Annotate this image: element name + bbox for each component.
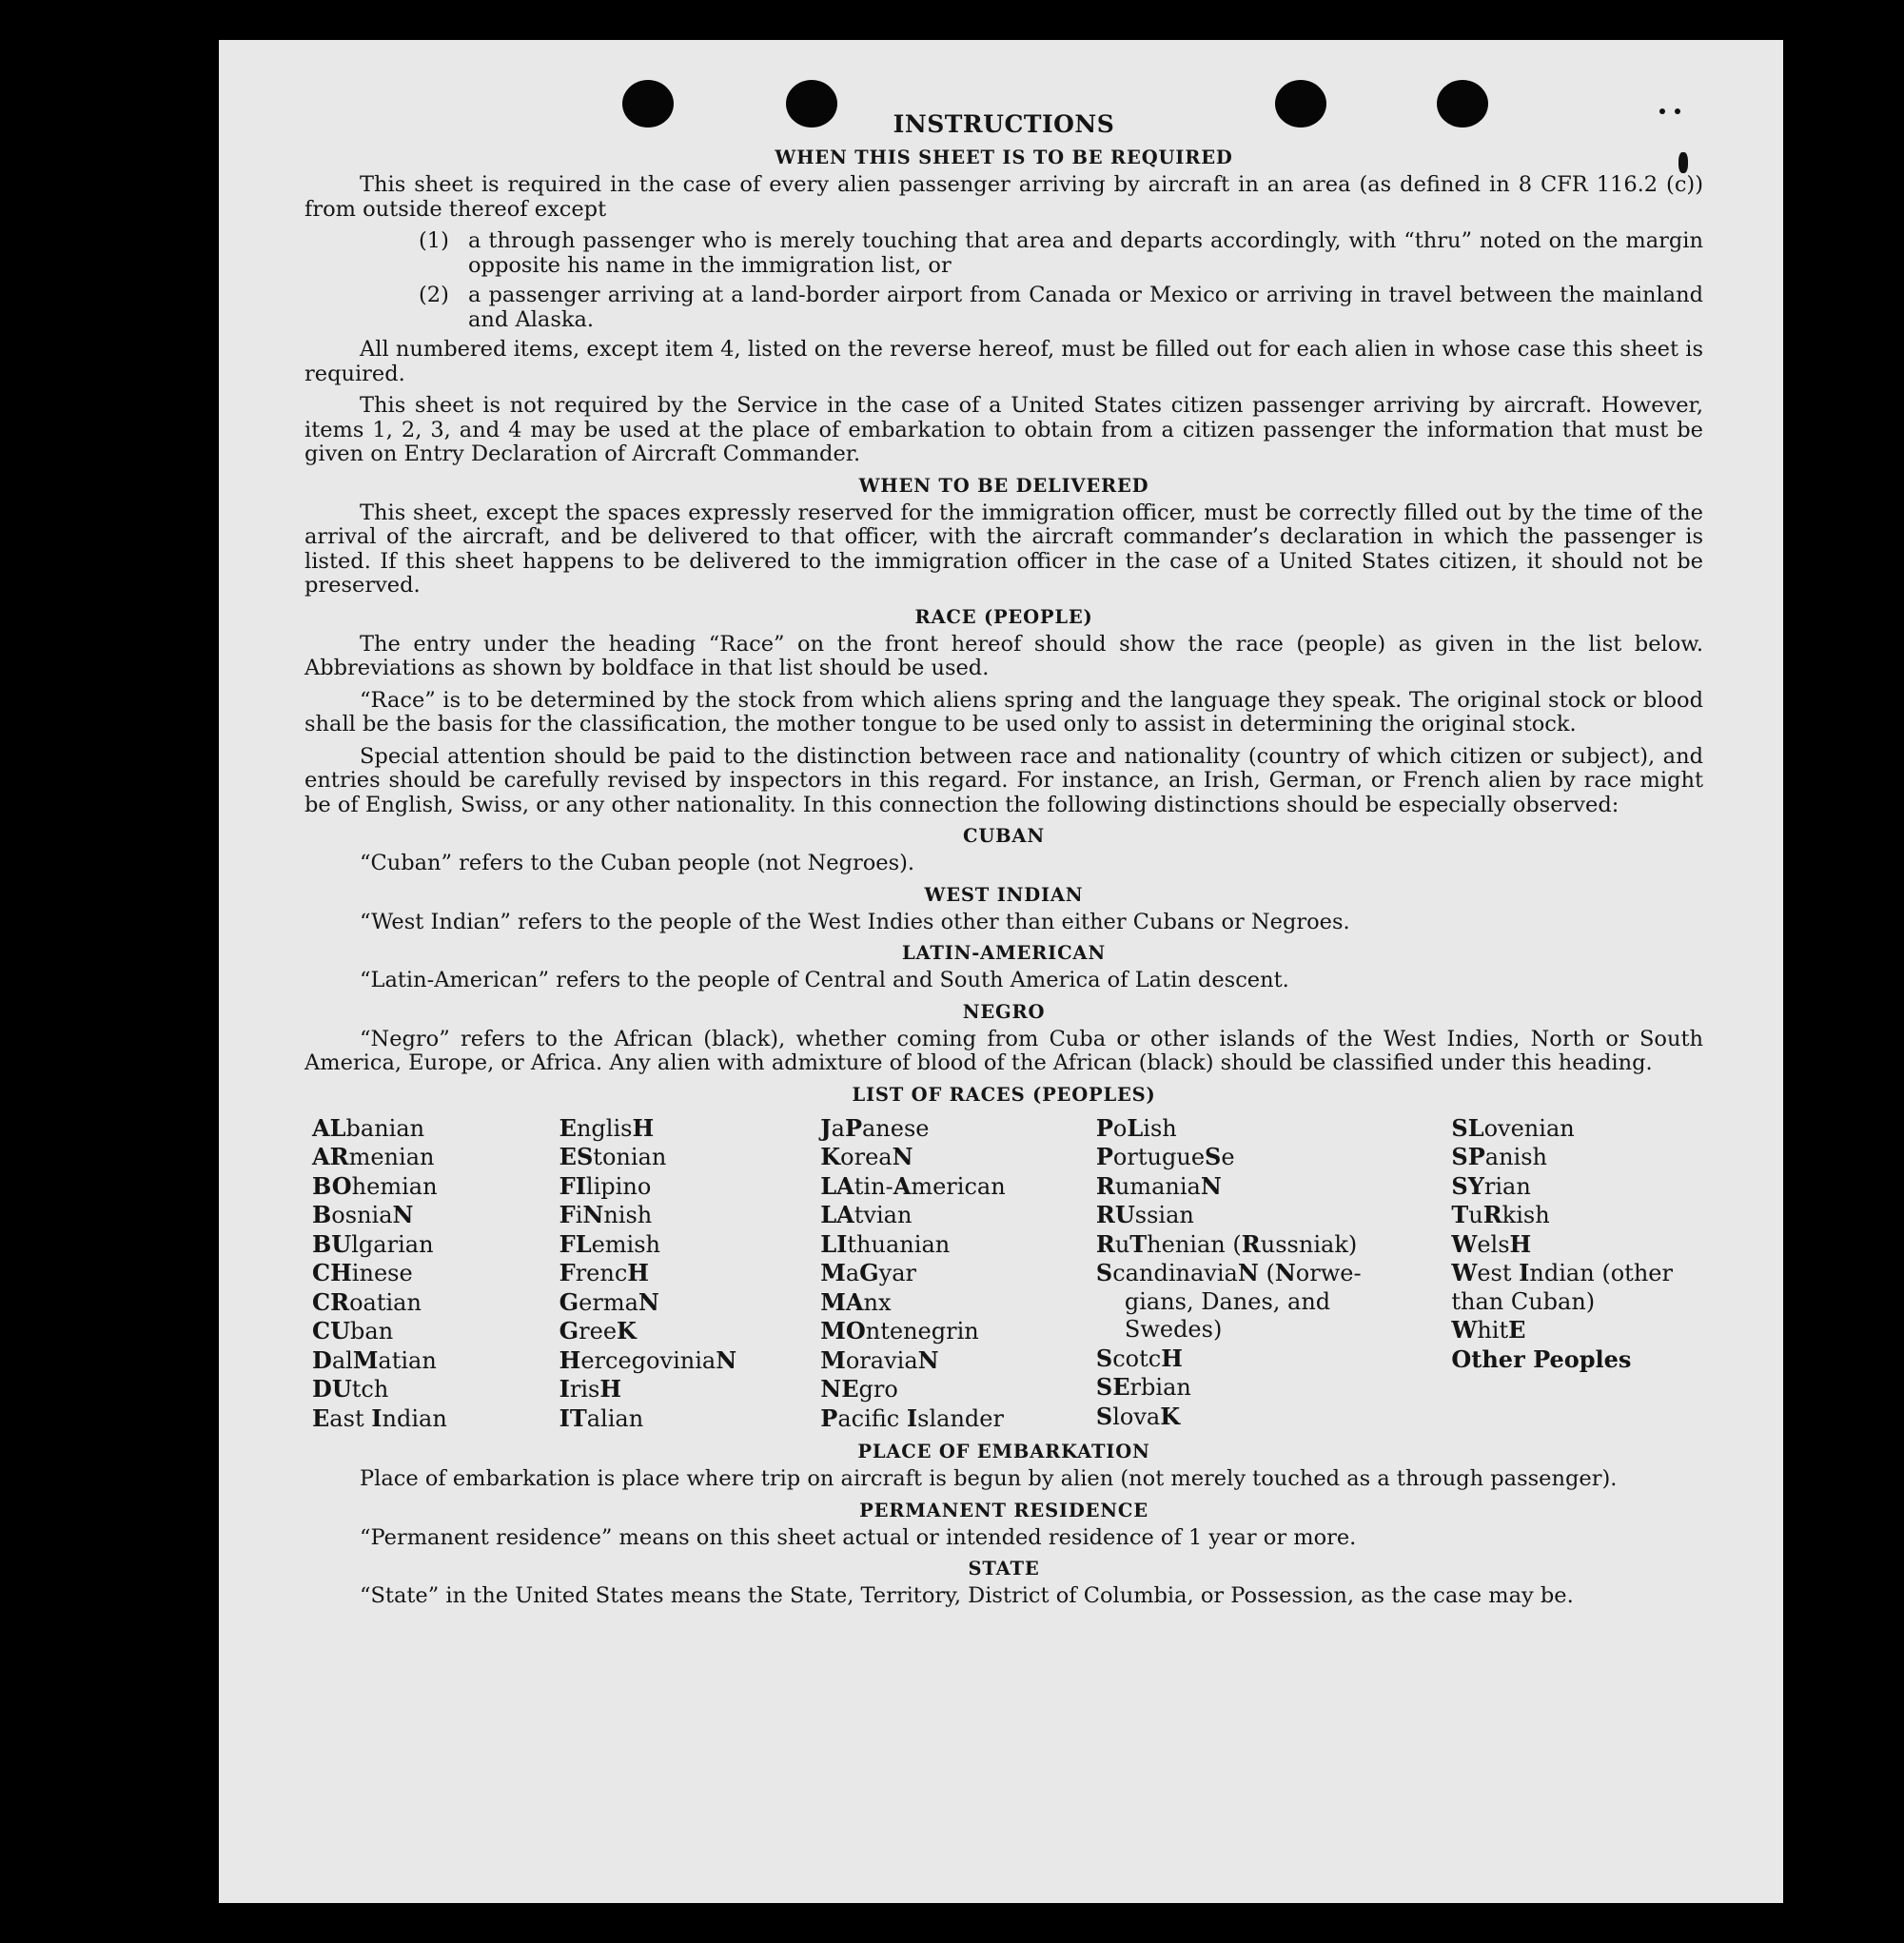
race-entry: SErbian bbox=[1095, 1373, 1191, 1401]
section-heading: PLACE OF EMBARKATION bbox=[857, 1441, 1150, 1462]
paragraph: “State” in the United States means the State, Territory, District of Columbia, or Possession, as the case may be. bbox=[360, 1583, 1574, 1608]
race-entry: IrisH bbox=[559, 1375, 622, 1403]
race-entry: East Indian bbox=[312, 1403, 447, 1432]
section-heading: LATIN-AMERICAN bbox=[902, 942, 1106, 964]
section-heading: WHEN THIS SHEET IS TO BE REQUIRED bbox=[775, 147, 1233, 168]
race-entry: FLemish bbox=[559, 1229, 661, 1258]
race-entry: MAnx bbox=[820, 1287, 892, 1316]
race-entry: EStonian bbox=[559, 1143, 667, 1170]
race-entry: SlovaK bbox=[1095, 1402, 1181, 1430]
item-number: (2) bbox=[419, 283, 449, 307]
paragraph: “Cuban” refers to the Cuban people (not Negroes). bbox=[360, 851, 915, 875]
race-entry: ARmenian bbox=[312, 1143, 435, 1170]
race-entry: GreeK bbox=[559, 1317, 637, 1344]
race-entry: FrencH bbox=[559, 1259, 649, 1286]
section-heading: RACE (PEOPLE) bbox=[914, 605, 1093, 628]
race-entry: MOntenegrin bbox=[820, 1317, 979, 1344]
paragraph: Special attention should be paid to the distinction between race and nationality (country of which citizen or subject), and entries should be carefully revised by inspectors in this regard. For instance, an Irish, German, or French alien by race might be of English, Swiss, or any other nationality. In this connection the following distinctions should be especially observed: bbox=[304, 743, 1703, 817]
race-entry: HercegoviniaN bbox=[559, 1345, 737, 1374]
section-heading: NEGRO bbox=[962, 1000, 1046, 1023]
race-entry: FIlipino bbox=[559, 1171, 652, 1200]
race-entry: ScotcH bbox=[1095, 1344, 1183, 1372]
race-entry bbox=[1451, 1259, 1703, 1316]
paragraph: The entry under the heading “Race” on the front hereof should show the race (people) as given in the list below. Abbreviations as shown by boldface in that list should be used. bbox=[304, 631, 1703, 680]
race-entry: CUban bbox=[312, 1317, 394, 1344]
race-entry: SPanish bbox=[1451, 1143, 1548, 1170]
race-entry: CRoatian bbox=[312, 1287, 422, 1316]
race-entry-line: ScandinaviaN (Norwe- bbox=[1095, 1259, 1362, 1286]
race-entry: PoLish bbox=[1095, 1113, 1177, 1142]
section-heading: WHEN TO BE DELIVERED bbox=[858, 474, 1149, 497]
race-entry: RUssian bbox=[1095, 1201, 1194, 1228]
paragraph: “Negro” refers to the African (black), whether coming from Cuba or other islands of the West Indies, North or South America, Europe, or Africa. Any alien with admixture of blood of the African (black) should be classified under this heading. bbox=[304, 1026, 1703, 1075]
race-entry-line: than Cuban) bbox=[1451, 1287, 1596, 1315]
race-entry: SLovenian bbox=[1451, 1113, 1575, 1142]
race-entry: NEgro bbox=[820, 1375, 898, 1403]
race-entry: RuThenian (Russniak) bbox=[1095, 1229, 1358, 1258]
race-entry: RumaniaN bbox=[1095, 1171, 1222, 1200]
paragraph: “Permanent residence” means on this sheet actual or intended residence of 1 year or more. bbox=[360, 1524, 1357, 1550]
race-entry: SYrian bbox=[1451, 1171, 1531, 1200]
race-column bbox=[820, 1114, 1096, 1434]
list-item bbox=[419, 229, 1703, 278]
race-entry: WelsH bbox=[1451, 1229, 1532, 1258]
race-entry: EnglisH bbox=[559, 1113, 655, 1142]
race-entry: ITalian bbox=[559, 1403, 644, 1432]
race-column bbox=[559, 1114, 821, 1434]
race-entry: CHinese bbox=[312, 1259, 413, 1286]
race-entry: JaPanese bbox=[820, 1113, 930, 1142]
race-entry: BosniaN bbox=[312, 1201, 414, 1228]
paragraph: All numbered items, except item 4, listed on the reverse hereof, must be filled out for each alien in whose case this sheet is required. bbox=[304, 337, 1703, 386]
race-entry: MaGyar bbox=[820, 1259, 917, 1286]
item-text: a through passenger who is merely touching that area and departs accordingly, with “thru” noted on the margin opposite his name in the immigration list, or bbox=[468, 228, 1703, 278]
section-heading: CUBAN bbox=[963, 825, 1045, 847]
race-entry: ALbanian bbox=[312, 1113, 425, 1142]
item-number: (1) bbox=[419, 228, 449, 253]
list-item bbox=[419, 284, 1703, 332]
race-entry: Other Peoples bbox=[1451, 1344, 1632, 1373]
section-heading: WEST INDIAN bbox=[924, 883, 1084, 906]
section-heading: PERMANENT RESIDENCE bbox=[859, 1499, 1148, 1521]
race-entry: Pacifc Islander bbox=[820, 1403, 1004, 1432]
race-entry: MoraviaN bbox=[820, 1345, 939, 1374]
race-entry: PortugueSe bbox=[1095, 1143, 1235, 1170]
race-entry: LAtvian bbox=[820, 1201, 913, 1228]
race-entry: BUlgarian bbox=[312, 1229, 434, 1258]
race-entry: TuRkish bbox=[1451, 1201, 1550, 1228]
item-text: a passenger arriving at a land-border airport from Canada or Mexico or arriving in travel between the mainland and Alaska. bbox=[468, 283, 1703, 332]
paragraph: “Race” is to be determined by the stock from which aliens spring and the language they speak. The original stock or blood shall be the basis for the classification, the mother tongue to be used only to assist in determining the original stock. bbox=[304, 687, 1703, 736]
race-entry bbox=[1096, 1259, 1451, 1344]
race-entry: LIthuanian bbox=[820, 1229, 951, 1258]
race-list bbox=[312, 1114, 1703, 1434]
race-entry-line: Swedes) bbox=[1124, 1316, 1223, 1343]
section-heading: STATE bbox=[968, 1558, 1040, 1580]
section-heading: LIST OF RACES (PEOPLES) bbox=[852, 1083, 1156, 1106]
race-entry: BOhemian bbox=[312, 1171, 438, 1200]
race-column bbox=[312, 1114, 559, 1434]
paragraph: This sheet, except the spaces expressly reserved for the immigration officer, must be correctly filled out by the time of the arrival of the aircraft, and be delivered to that officer, with the aircraft commander’s declaration in which the passenger is listed. If this sheet happens to be delivered to the immigration officer in the case of a United States citizen, it should not be preserved. bbox=[304, 500, 1703, 598]
race-entry: FiNnish bbox=[559, 1201, 653, 1228]
paragraph: This sheet is not required by the Service in the case of a United States citizen passenger arriving by aircraft. However, items 1, 2, 3, and 4 may be used at the place of embarkation to obtain from a citizen passenger the information that must be given on Entry Declaration of Aircraft Commander. bbox=[304, 393, 1703, 466]
instructions-content bbox=[304, 110, 1703, 1617]
race-entry: WhitE bbox=[1451, 1316, 1526, 1344]
race-column bbox=[1451, 1114, 1703, 1434]
race-entry: GermaN bbox=[559, 1287, 659, 1316]
paragraph: “West Indian” refers to the people of the West Indies other than either Cubans or Negroes. bbox=[360, 909, 1350, 934]
paragraph: Place of embarkation is place where trip on aircraft is begun by alien (not merely touched as a through passenger). bbox=[360, 1466, 1618, 1491]
paragraph: “Latin-American” refers to the people of Central and South America of Latin descent. bbox=[360, 968, 1289, 992]
document-page bbox=[219, 40, 1783, 1903]
race-entry: LAtin-American bbox=[820, 1171, 1006, 1200]
race-entry: KoreaN bbox=[820, 1143, 913, 1170]
race-column bbox=[1096, 1114, 1451, 1434]
page-title: INSTRUCTIONS bbox=[893, 110, 1115, 138]
race-entry-line: West Indian (other bbox=[1451, 1259, 1673, 1286]
race-entry-line: gians, Danes, and bbox=[1124, 1287, 1331, 1315]
race-entry: DUtch bbox=[312, 1375, 389, 1403]
race-entry: DalMatian bbox=[312, 1345, 437, 1374]
paragraph: This sheet is required in the case of every alien passenger arriving by aircraft in an area (as defined in 8 CFR 116.2 (c)) from outside thereof except bbox=[304, 172, 1703, 222]
